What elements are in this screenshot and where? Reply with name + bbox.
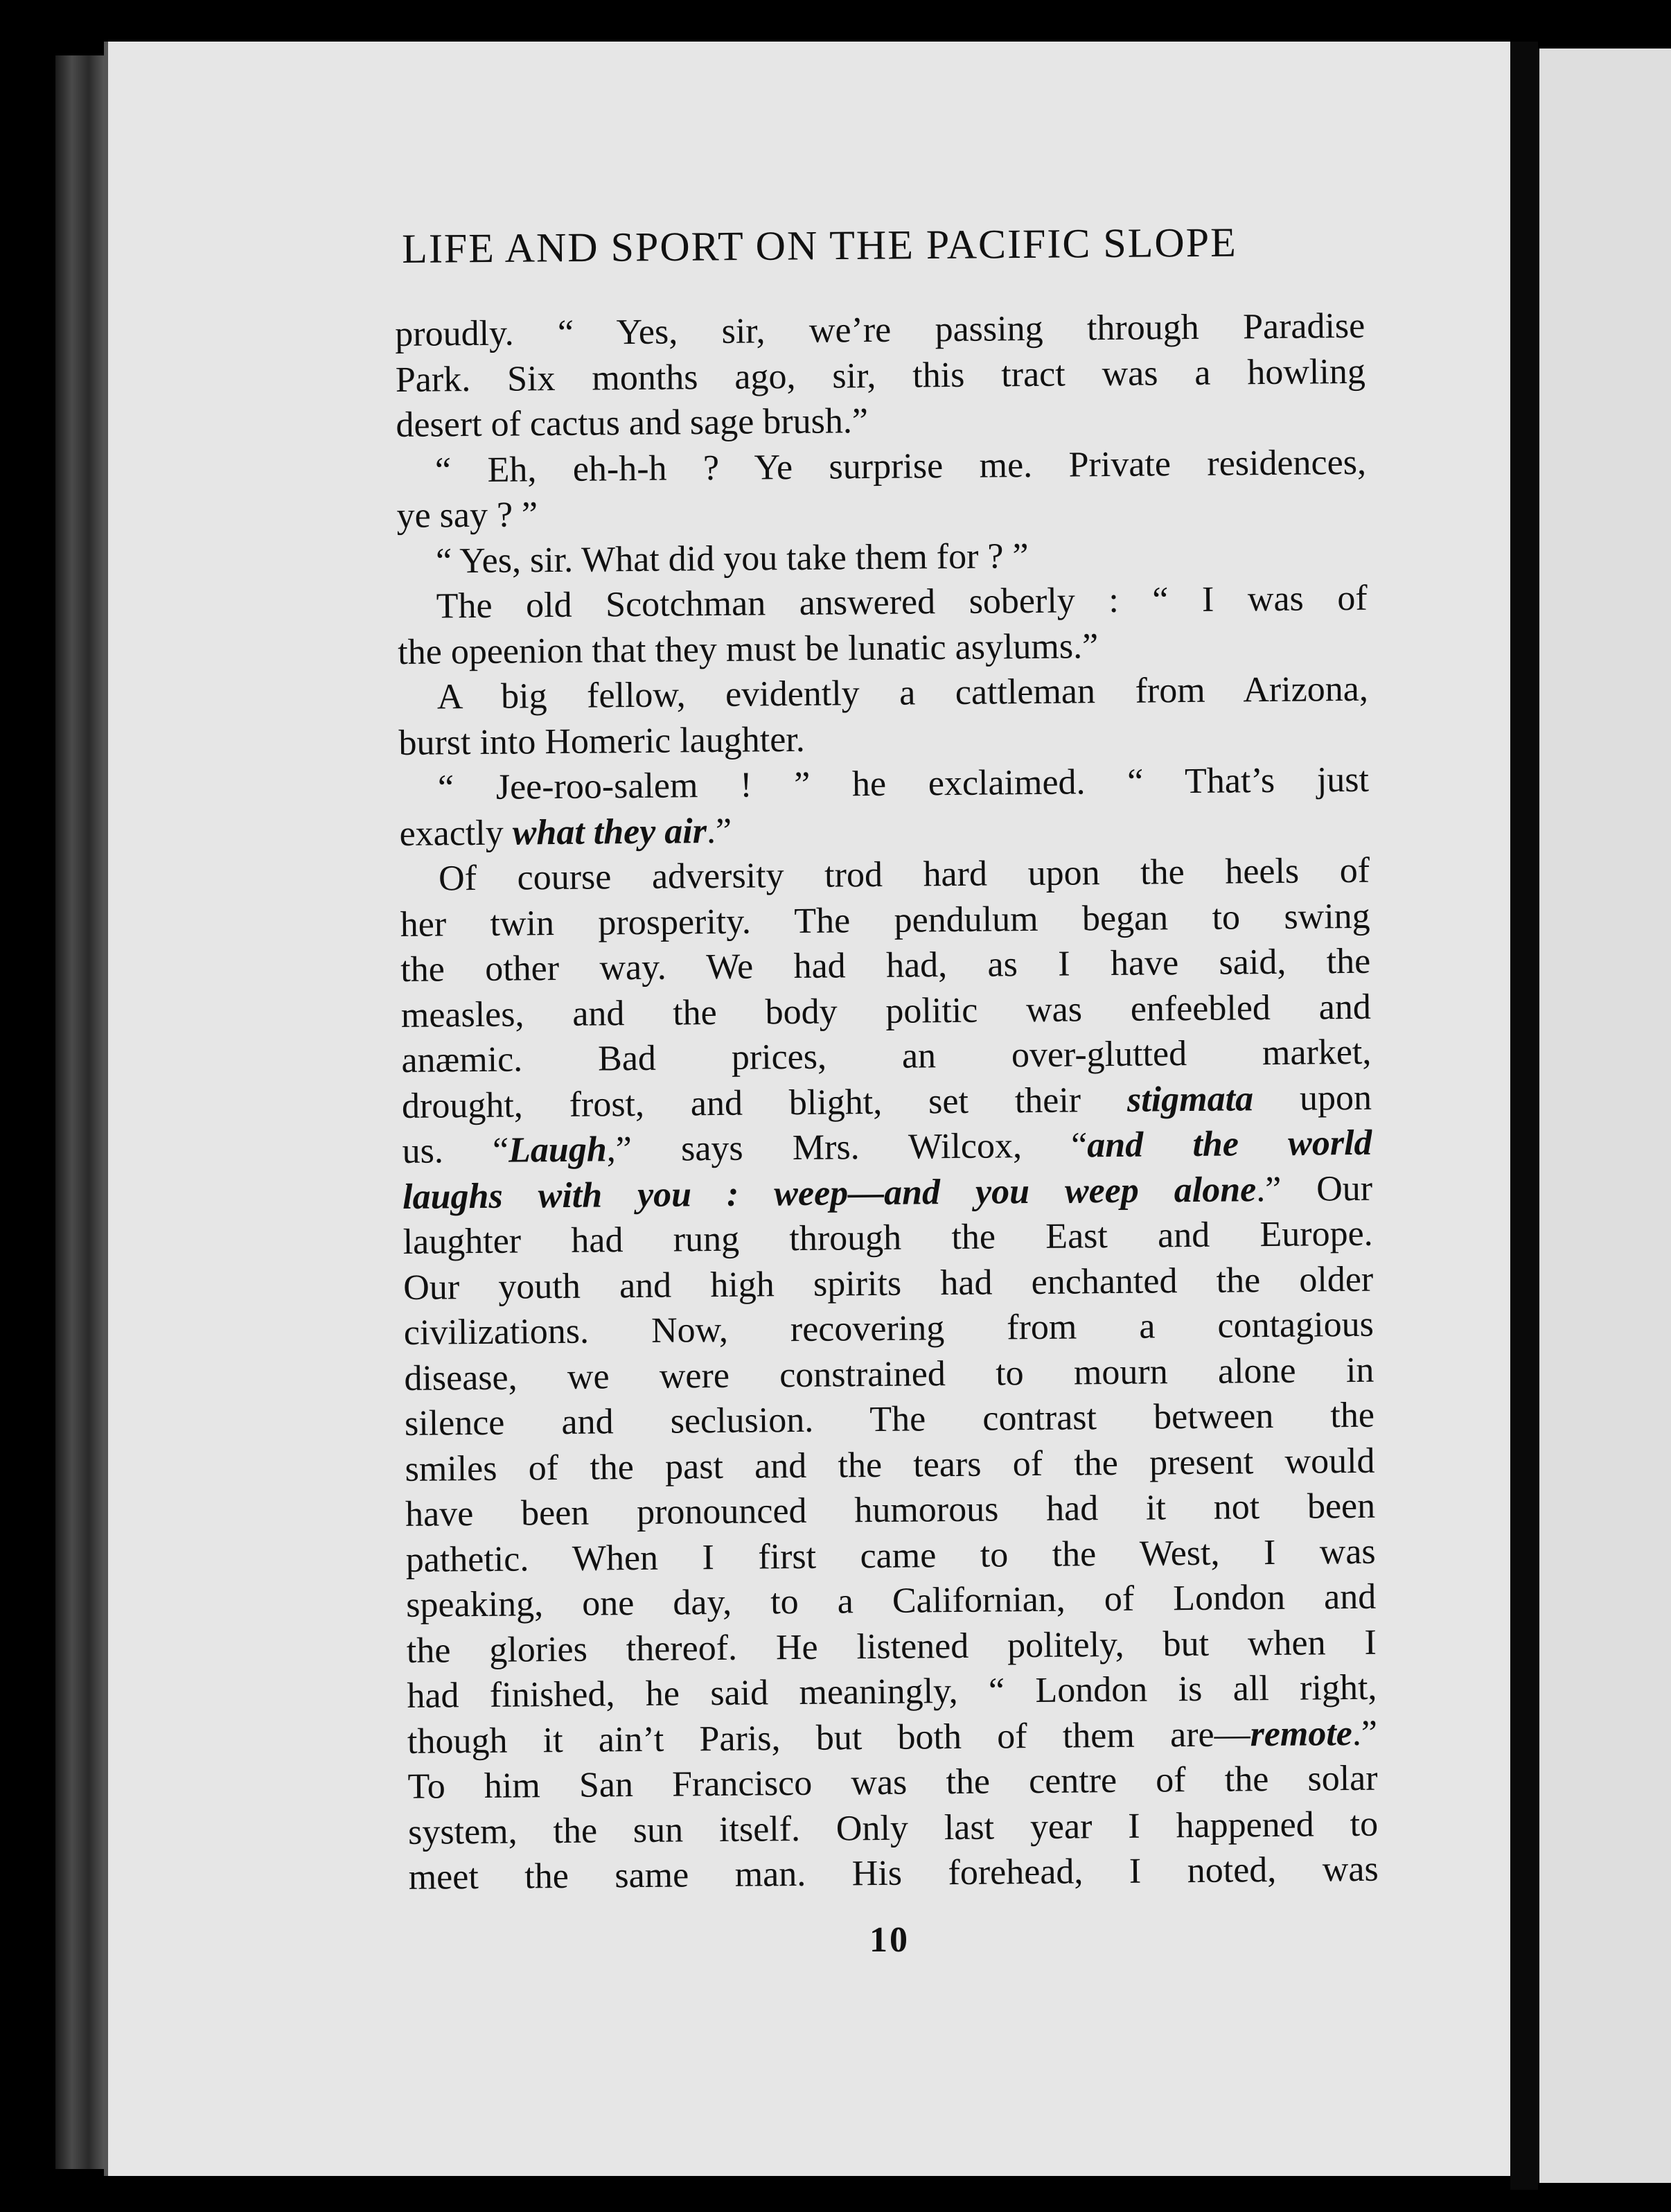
text-segment: speaking, one day, to a Californian, of London and	[406, 1577, 1377, 1625]
text-line	[404, 1302, 1374, 1356]
text-line	[403, 1211, 1373, 1265]
text-line	[401, 984, 1372, 1038]
text-line	[400, 893, 1370, 947]
running-head: LIFE AND SPORT ON THE PACIFIC SLOPE	[402, 219, 1238, 272]
book-binding	[55, 55, 111, 2169]
text-segment: ye say ? ”	[396, 495, 538, 536]
text-segment: drought, frost, and blight, set their	[401, 1080, 1128, 1126]
text-line	[405, 1529, 1376, 1583]
text-line	[404, 1347, 1374, 1401]
text-segment: had finished, he said meaningly, “ London is all right,	[407, 1667, 1377, 1716]
text-segment: the other way. We had had, as I have said, the	[400, 941, 1371, 990]
facing-page-edge	[1539, 49, 1671, 2183]
text-line	[397, 576, 1368, 630]
text-line	[396, 439, 1367, 493]
text-segment: us. “	[402, 1130, 509, 1171]
text-segment: .”	[706, 811, 732, 851]
text-line	[405, 1438, 1375, 1492]
text-line	[408, 1801, 1379, 1855]
text-segment: the glories thereof. He listened politely, but when I	[406, 1622, 1377, 1671]
text-segment: Park. Six months ago, sir, this tract was a howling	[395, 351, 1366, 400]
text-line	[398, 621, 1368, 675]
text-segment: have been pronounced humorous had it not been	[405, 1486, 1376, 1534]
text-segment: burst into Homeric laughter.	[398, 719, 805, 763]
text-line	[398, 667, 1369, 721]
text-segment: her twin prosperity. The pendulum began to swing	[400, 896, 1370, 945]
text-segment: .”	[1352, 1713, 1378, 1753]
text-segment: To him San Francisco was the centre of the solar	[407, 1758, 1378, 1807]
text-segment: though it ain’t Paris, but both of them are—	[407, 1714, 1250, 1762]
text-line	[405, 1484, 1376, 1538]
text-line	[407, 1620, 1377, 1674]
text-line	[408, 1847, 1379, 1901]
italic-segment: what they air	[512, 811, 707, 853]
text-line	[400, 939, 1371, 993]
text-segment: desert of cactus and sage brush.”	[396, 401, 869, 445]
text-line	[400, 848, 1370, 902]
page-gutter	[1510, 42, 1538, 2190]
text-line	[401, 1030, 1372, 1084]
text-segment: “ Yes, sir. What did you take them for ? ”	[435, 536, 1029, 581]
text-line	[406, 1574, 1377, 1629]
italic-segment: Laugh	[508, 1130, 607, 1170]
italic-segment: stigmata	[1126, 1078, 1254, 1120]
text-line	[397, 530, 1368, 584]
text-segment: proudly. “ Yes, sir, we’re passing through Paradise	[395, 306, 1365, 354]
text-segment: .” Our	[1255, 1168, 1373, 1209]
text-line	[403, 1256, 1374, 1310]
text-segment: The old Scotchman answered soberly : “ I was of	[436, 578, 1368, 626]
text-line	[399, 802, 1370, 857]
text-segment: the opeenion that they must be lunatic asylums.”	[398, 626, 1099, 672]
text-segment: laughter had rung through the East and Europe.	[403, 1213, 1373, 1262]
text-segment: upon	[1253, 1078, 1372, 1118]
text-segment: A big fellow, evidently a cattleman from Arizona,	[436, 669, 1369, 717]
text-segment: silence and seclusion. The contrast between the	[404, 1395, 1375, 1443]
text-segment: “ Eh, eh-h-h ? Ye surprise me. Private residences,	[434, 442, 1367, 491]
text-segment: “ Jee-roo-salem ! ” he exclaimed. “ That’s just	[437, 760, 1370, 808]
text-line	[405, 1393, 1375, 1447]
text-line	[407, 1710, 1378, 1764]
text-segment: Of course adversity trod hard upon the heels of	[438, 850, 1370, 899]
body-text	[395, 304, 1379, 1901]
italic-segment: remote	[1250, 1713, 1353, 1754]
text-line	[402, 1121, 1372, 1175]
text-segment: smiles of the past and the tears of the present would	[405, 1441, 1375, 1489]
text-line	[402, 1075, 1372, 1129]
text-line	[407, 1665, 1377, 1719]
text-line	[399, 757, 1370, 811]
text-line	[396, 394, 1366, 448]
text-segment: ,” says Mrs. Wilcox, “	[606, 1125, 1088, 1170]
text-segment: meet the same man. His forehead, I noted, was	[408, 1849, 1379, 1897]
text-line	[396, 485, 1367, 539]
text-segment: system, the sun itself. Only last year I happened to	[407, 1804, 1379, 1852]
italic-segment: laughs with you : weep—and you weep alone	[402, 1169, 1257, 1217]
text-line	[395, 304, 1365, 358]
text-line	[407, 1756, 1378, 1810]
italic-segment: and the world	[1087, 1123, 1372, 1166]
text-segment: pathetic. When I first came to the West, I was	[405, 1531, 1376, 1580]
text-segment: anæmic. Bad prices, an over-glutted market,	[401, 1032, 1372, 1080]
text-segment: Our youth and high spirits had enchanted the older	[403, 1259, 1374, 1308]
text-line	[396, 349, 1366, 403]
text-segment: disease, we were constrained to mourn alone in	[404, 1350, 1374, 1398]
page-number: 10	[869, 1920, 910, 1960]
text-segment: exactly	[399, 813, 513, 854]
text-segment: measles, and the body politic was enfeebled and	[400, 987, 1372, 1035]
text-line	[403, 1166, 1373, 1220]
text-line	[398, 712, 1369, 766]
text-segment: civilizations. Now, recovering from a contagious	[403, 1304, 1374, 1353]
